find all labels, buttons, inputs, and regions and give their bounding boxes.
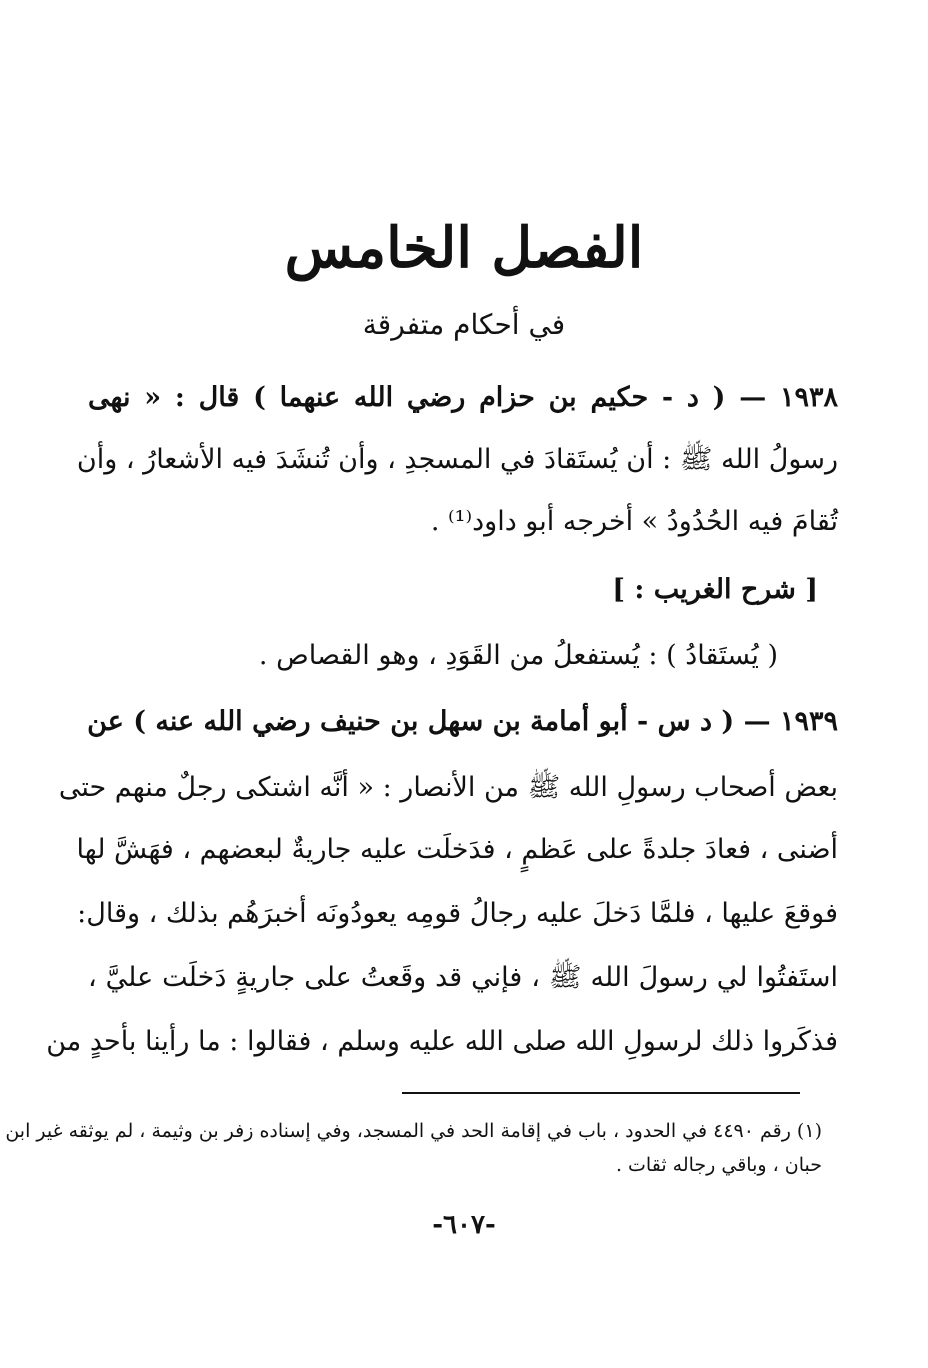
gloss-text: ( يُستَقادُ ) : يُستفعلُ من القَوَدِ ، وهو القصاص . [258, 640, 778, 671]
hadith-1939-line-6: فذكَروا ذلك لرسولِ الله صلى الله عليه وسلم ، فقالوا : ما رأينا بأحدٍ من [46, 1026, 838, 1057]
hadith-1939-line-4: فوقعَ عليها ، فلمَّا دَخلَ عليه رجالُ قومِه يعودُونَه أخبرَهُم بذلك ، وقال: [77, 898, 838, 929]
hadith-1938-line-3: تُقامَ فيه الحُدُودُ » أخرجه أبو داود⁽¹⁾ . [430, 506, 838, 537]
page-number: -٦٠٧- [432, 1210, 496, 1240]
gloss-heading: [ شرح الغريب : ] [612, 574, 818, 605]
chapter-title: الفصل الخامس [284, 215, 644, 281]
footnote-line-2: حبان ، وباقي رجاله ثقات . [615, 1154, 822, 1176]
footnote-separator [402, 1092, 800, 1094]
hadith-1939-line-5: استَفتُوا لي رسولَ الله ﷺ ، فإني قد وقَعتُ على جاريةٍ دَخلَت عليَّ ، [88, 962, 838, 993]
hadith-1939-line-2: بعض أصحاب رسولِ الله ﷺ من الأنصار : « أنَّه اشتكى رجلٌ منهم حتى [58, 772, 838, 803]
hadith-1939-line-3: أضنى ، فعادَ جلدةً على عَظمٍ ، فدَخلَت عليه جاريةٌ لبعضهم ، فهَشَّ لها [76, 834, 838, 865]
hadith-1938-line-1: ١٩٣٨ — ( د - حكيم بن حزام رضي الله عنهما ) قال : « نهى [88, 382, 838, 413]
footnote-line-1: (١) رقم ٤٤٩٠ في الحدود ، باب في إقامة الحد في المسجد، وفي إسناده زفر بن وثيمة ، لم يوثقه غير ابن [5, 1120, 822, 1142]
hadith-1938-line-2: رسولُ الله ﷺ : أن يُستَقادَ في المسجدِ ، وأن تُنشَدَ فيه الأشعارُ ، وأن [76, 444, 838, 475]
chapter-subtitle: في أحكام متفرقة [362, 308, 566, 341]
hadith-1939-line-1: ١٩٣٩ — ( د س - أبو أمامة بن سهل بن حنيف رضي الله عنه ) عن [87, 706, 838, 737]
